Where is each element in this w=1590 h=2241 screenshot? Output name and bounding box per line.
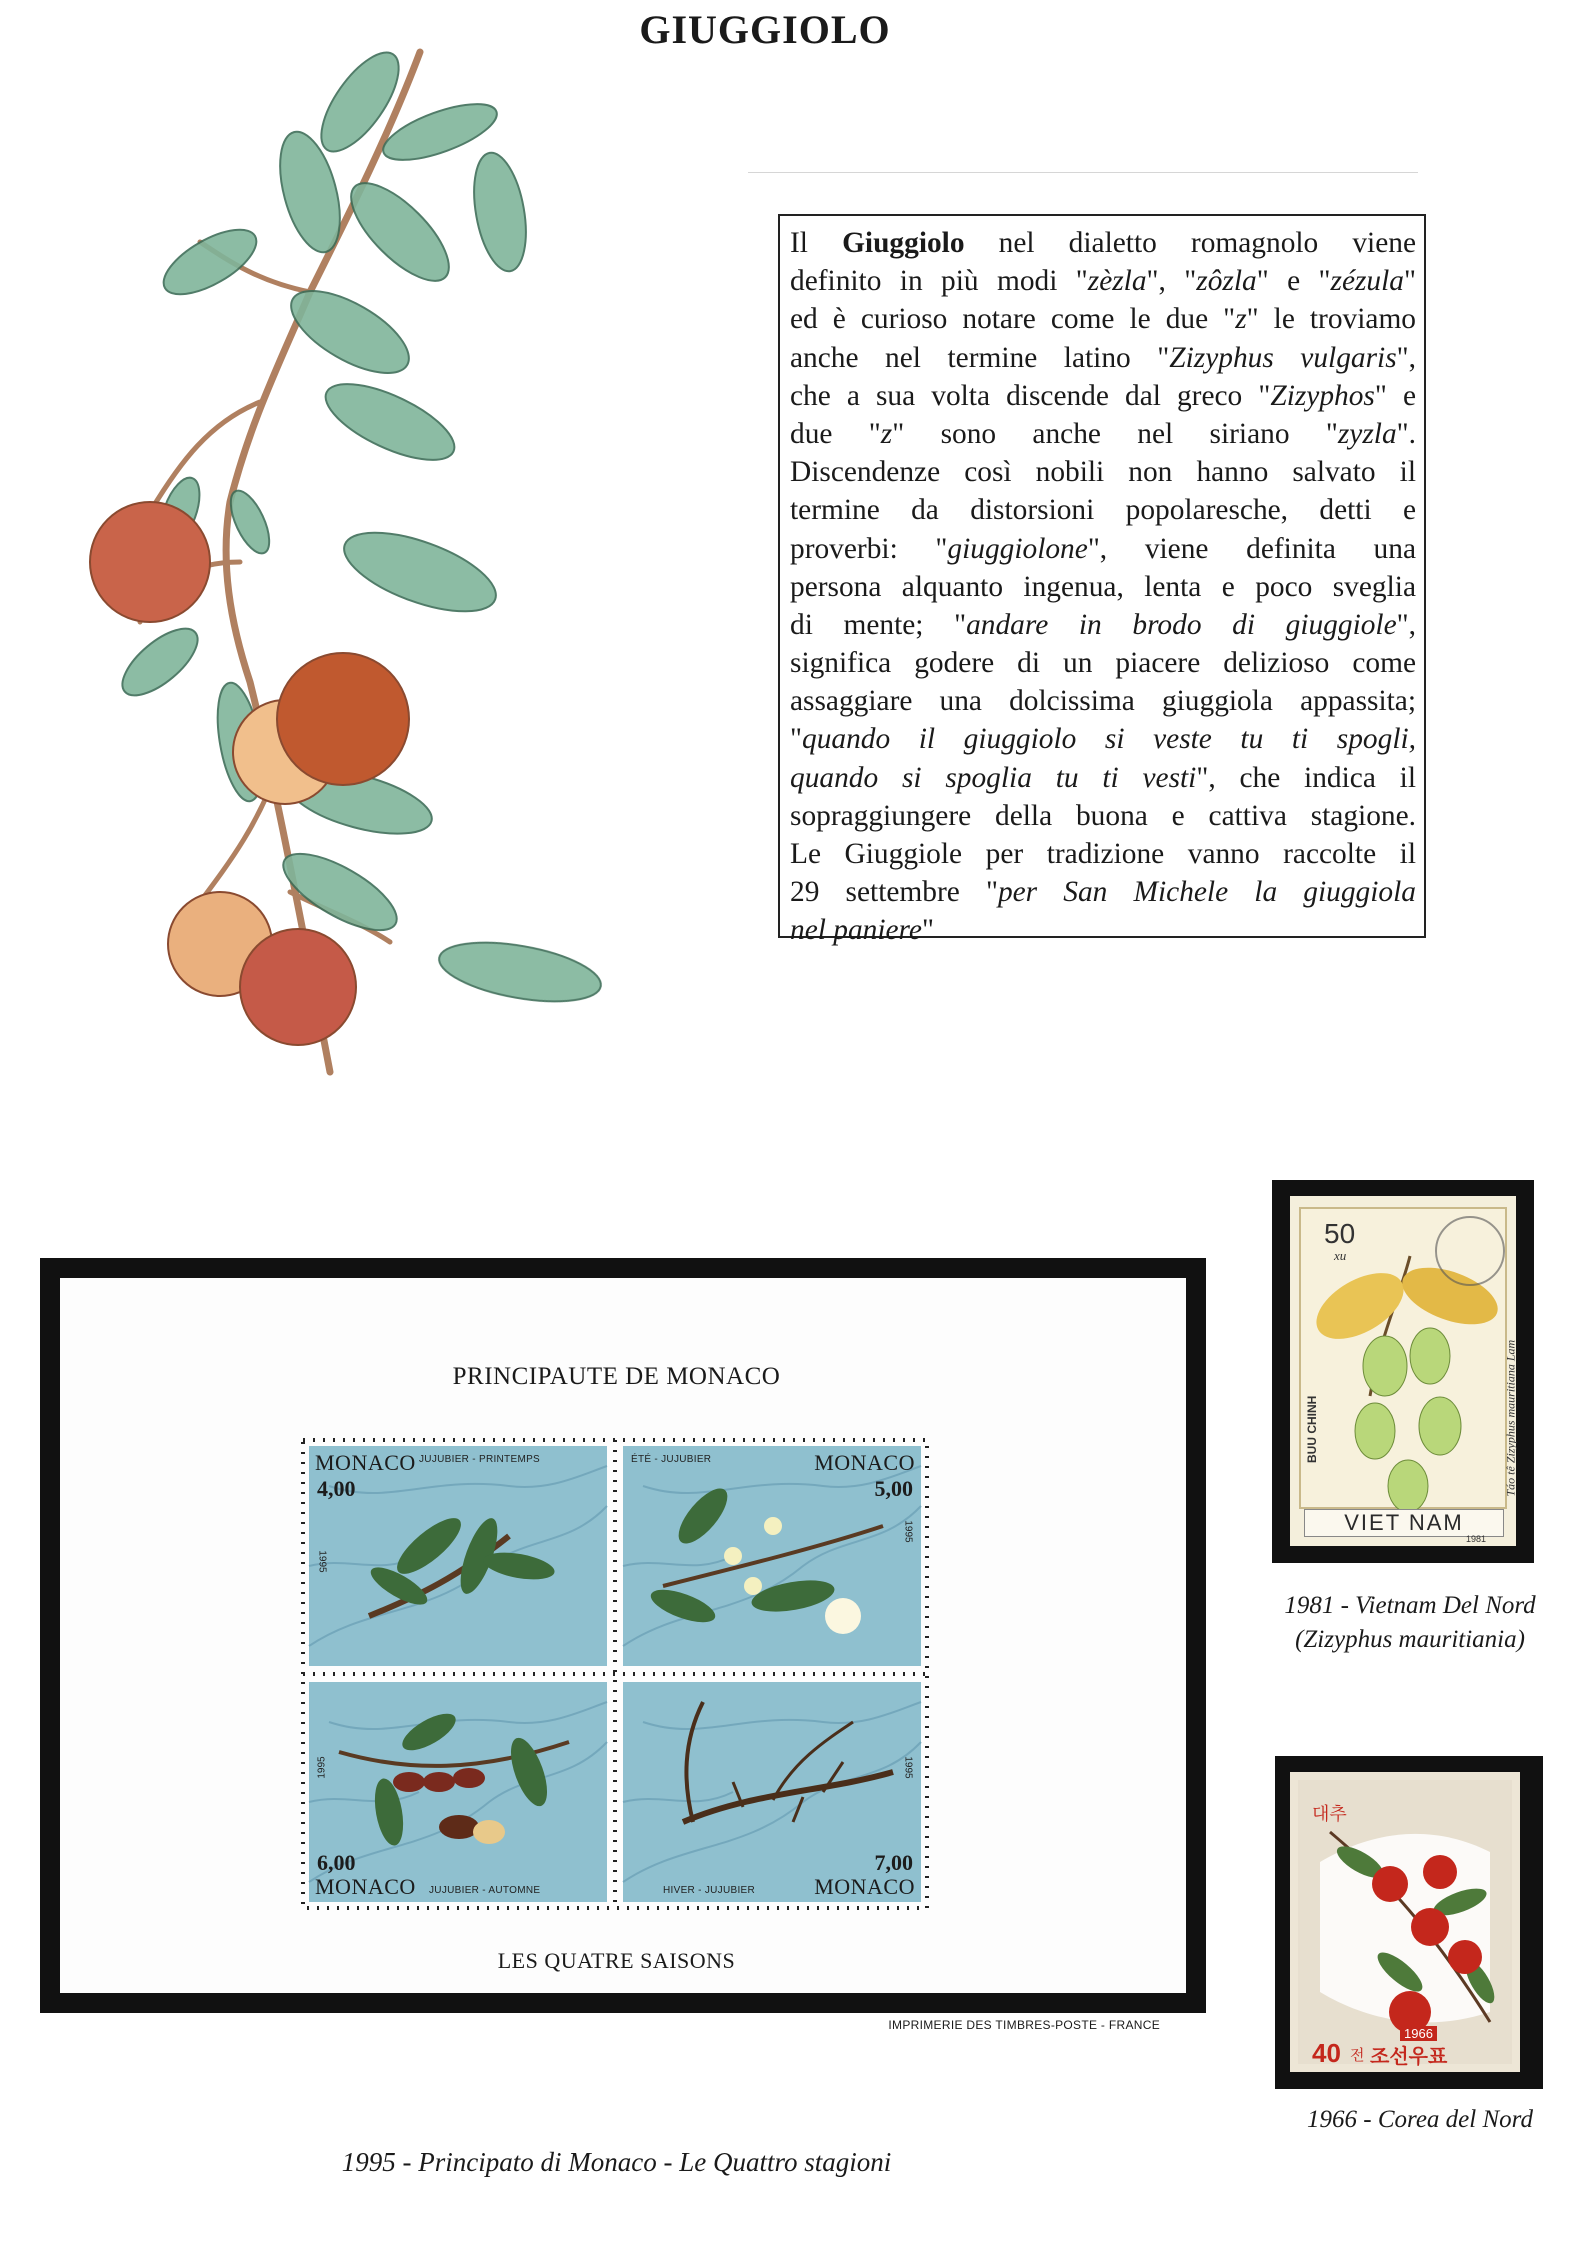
description-text [790, 224, 1416, 950]
description-fragment: zyzla [1337, 417, 1397, 450]
description-fragment: " le troviamo [1246, 303, 1417, 336]
monaco-stamp-value: 6,00 [317, 1850, 356, 1875]
description-line [790, 606, 1416, 644]
description-fragment: nel paniere [790, 914, 922, 947]
description-fragment: ed è curioso notare come le due " [790, 303, 1236, 336]
sheet-footer: LES QUATRE SAISONS [497, 1948, 736, 1973]
description-fragment: " [1403, 265, 1416, 298]
description-fragment: Il [790, 227, 843, 259]
description-line [790, 797, 1416, 835]
description-fragment: sopraggiungere della buona e cattiva stagione. [790, 799, 1416, 832]
description-fragment: due " [790, 417, 881, 450]
description-fragment: " sono anche nel siriano " [892, 417, 1338, 450]
description-line [790, 568, 1416, 606]
description-fragment: z [880, 417, 893, 450]
description-fragment: 29 settembre " [790, 876, 998, 909]
monaco-stamp-season: ÉTÉ - JUJUBIER [631, 1454, 712, 1465]
monaco-stamp [623, 1682, 921, 1902]
description-fragment: giuggiolone [947, 532, 1088, 565]
description-fragment: anche nel termine latino " [790, 341, 1170, 374]
monaco-stamp-value: 4,00 [317, 1476, 356, 1501]
description-fragment: " [921, 914, 934, 947]
vietnam-country: VIET NAM [1304, 1509, 1504, 1537]
description-fragment: zézula [1330, 265, 1404, 298]
description-fragment: Zizyphos [1270, 379, 1375, 412]
description-line [790, 339, 1416, 377]
description-line [790, 911, 1416, 949]
description-fragment: ". [1396, 417, 1417, 450]
description-fragment: ", [1396, 341, 1416, 374]
description-fragment: ", [1396, 608, 1416, 641]
description-line [790, 262, 1416, 300]
description-fragment: Discendenze così nobili non hanno salvato il [790, 456, 1416, 489]
description-line [790, 759, 1416, 797]
korea-year: 1966 [1400, 2026, 1437, 2041]
vietnam-stamp [1290, 1196, 1516, 1546]
description-line [790, 682, 1416, 720]
vietnam-caption-line2: (Zizyphus mauritiania) [1295, 1626, 1525, 1653]
description-line [790, 453, 1416, 491]
description-fragment: che a sua volta discende dal greco " [790, 379, 1271, 412]
description-fragment: assaggiare una dolcissima giuggiola appassita; [790, 685, 1416, 718]
monaco-stamp [309, 1446, 607, 1666]
description-fragment: significa godere di un piacere delizioso come [790, 647, 1416, 680]
monaco-stamp-season: JUJUBIER - PRINTEMPS [419, 1454, 541, 1465]
monaco-stamp-country: MONACO [814, 1450, 915, 1475]
description-fragment: " [790, 723, 802, 756]
description-fragment: per San Michele la giuggiola [997, 876, 1416, 909]
description-line [790, 224, 1416, 262]
description-line [790, 644, 1416, 682]
monaco-stamp-value: 5,00 [874, 1476, 913, 1501]
vietnam-postal-label: BUU CHINH [1305, 1395, 1319, 1463]
korea-caption: 1966 - Corea del Nord [1307, 2106, 1533, 2133]
korea-currency: 전 [1350, 2048, 1365, 2064]
description-fragment: quando si spoglia tu ti vesti [790, 761, 1197, 794]
description-line [790, 873, 1416, 911]
jujube-branch-illustration [60, 42, 680, 1082]
vietnam-year: 1981 [1466, 1534, 1487, 1544]
description-line [790, 377, 1416, 415]
description-box [778, 214, 1426, 947]
vietnam-value: 50 [1324, 1218, 1356, 1249]
description-line [790, 835, 1416, 873]
description-fragment: zèzla [1087, 265, 1147, 298]
description-fragment: ", " [1146, 265, 1197, 298]
description-fragment: nel dialetto romagnolo viene [964, 227, 1416, 259]
description-fragment: ", che indica il [1196, 761, 1416, 794]
stamp-block [297, 1434, 933, 1914]
description-line [790, 491, 1416, 529]
description-fragment: Zizyphus vulgaris [1169, 341, 1397, 374]
vietnam-species-label: Táo tê Zizyphus mauritiana Lam [1503, 1339, 1518, 1497]
korea-country: 조선우표 [1370, 2046, 1448, 2068]
monaco-stamp [309, 1682, 607, 1902]
monaco-stamp-season: HIVER - JUJUBIER [663, 1885, 756, 1896]
description-fragment: z [1235, 303, 1247, 336]
monaco-stamp-year: 1995 [316, 1550, 328, 1573]
sheet-imprint: IMPRIMERIE DES TIMBRES-POSTE - FRANCE [888, 2018, 1160, 2032]
monaco-stamp-value: 7,00 [874, 1850, 913, 1875]
monaco-stamp-country: MONACO [315, 1874, 416, 1899]
description-line [790, 530, 1416, 568]
description-fragment: definito in più modi " [790, 265, 1088, 298]
description-fragment: termine da distorsioni popolaresche, detti e [790, 494, 1416, 527]
description-fragment: Giuggiolo [842, 227, 965, 259]
description-fragment: persona alquanto ingenua, lenta e poco sveglia [790, 570, 1416, 603]
description-fragment: proverbi: " [790, 532, 948, 565]
description-line [790, 720, 1416, 758]
description-fragment: zôzla [1196, 265, 1257, 298]
monaco-stamp-season: JUJUBIER - AUTOMNE [429, 1885, 541, 1896]
divider [748, 172, 1418, 173]
description-fragment: " e " [1256, 265, 1331, 298]
description-fragment: Le Giuggiole per tradizione vanno raccolte il [790, 838, 1416, 870]
vietnam-caption-line1: 1981 - Vietnam Del Nord [1284, 1592, 1536, 1619]
monaco-stamp-year: 1995 [902, 1756, 914, 1779]
description-fragment: " e [1374, 379, 1416, 412]
description-line [790, 415, 1416, 453]
page-title: GIUGGIOLO [639, 7, 891, 52]
sheet-caption: 1995 - Principato di Monaco - Le Quattro stagioni [341, 2147, 892, 2177]
korea-name-label: 대추 [1312, 1804, 1347, 1824]
description-fragment: ", viene definita una [1087, 532, 1416, 565]
monaco-stamp-year: 1995 [902, 1520, 914, 1543]
description-fragment: di mente; " [790, 608, 967, 641]
vietnam-unit: xu [1334, 1248, 1347, 1263]
monaco-stamp-country: MONACO [315, 1450, 416, 1475]
description-line [790, 300, 1416, 338]
monaco-stamp [623, 1446, 921, 1666]
sheet-header: PRINCIPAUTE DE MONACO [452, 1363, 781, 1390]
monaco-stamp-year: 1995 [316, 1756, 328, 1779]
description-fragment: quando il giuggiolo si veste tu ti spogli, [802, 723, 1416, 756]
description-fragment: andare in brodo di giuggiole [966, 608, 1397, 641]
monaco-stamp-country: MONACO [814, 1874, 915, 1899]
korea-value: 40 [1312, 2038, 1341, 2068]
korea-stamp [1290, 1772, 1520, 2072]
